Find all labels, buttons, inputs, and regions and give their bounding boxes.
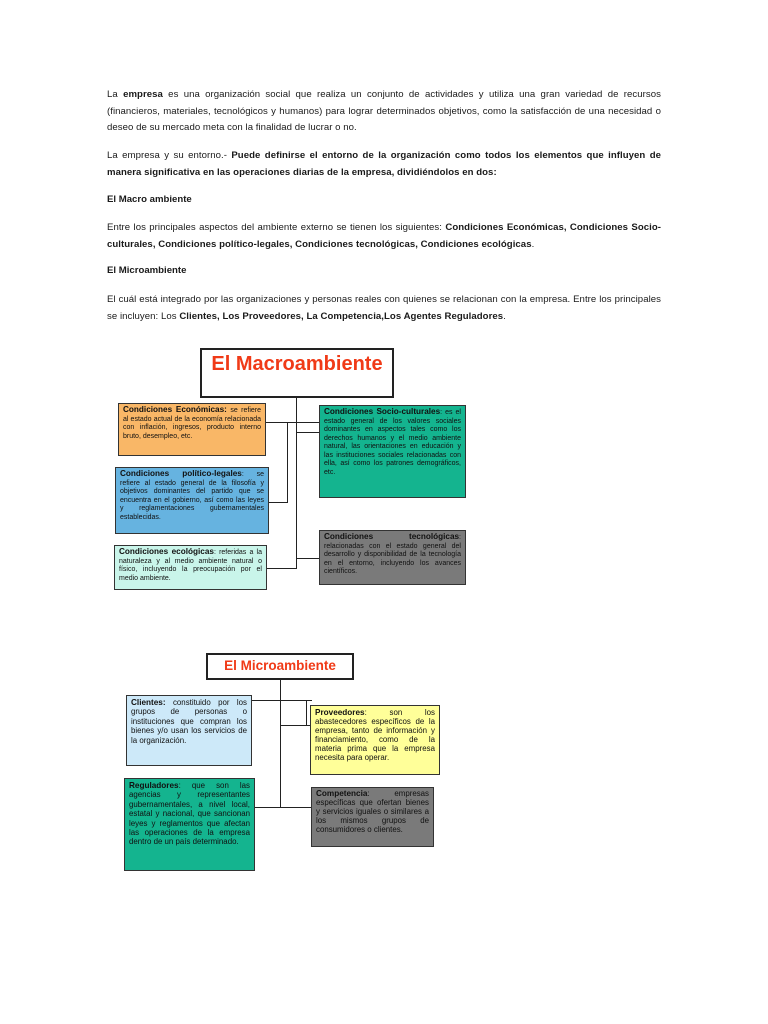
reguladores-desc: : que son las agencias y representantes gubernamentales, a nivel local, estatal y nacional, que sancionan leyes y reglamentos que afectan las operaciones de la empresa dentro de un país determinado. xyxy=(129,781,250,847)
p2-bold: Puede definirse el entorno de la organización como todos los elementos que influyen de manera significativa en las operaciones diarias de la empresa, dividiéndolos en dos: xyxy=(107,150,661,178)
p2-prefix: La empresa y su entorno.- xyxy=(107,150,232,161)
micro-connector-proveedores-vertical xyxy=(306,700,307,725)
macro-connector-politico-vertical xyxy=(287,422,288,502)
macro-connector-tecno xyxy=(296,558,320,559)
box-competencia xyxy=(311,787,434,847)
economicas-term: Condiciones Económicas: xyxy=(123,405,227,414)
clientes-term: Clientes: xyxy=(131,698,166,707)
box-condiciones-tecnologicas xyxy=(319,530,466,585)
ecologicas-desc: : referidas a la naturaleza y al medio ambiente natural o físico, incluyendo la preocupación por el medio ambiente. xyxy=(119,549,262,582)
politicolegales-desc: : se refiere al estado general de la filosofía y objetivos dominantes del partido que se encuentra en el gobierno, así como las leyes y reglamentaciones gubernamentales establecidas. xyxy=(120,471,264,521)
paragraph-macro-aspectos xyxy=(107,220,661,253)
paragraph-empresa xyxy=(107,87,661,137)
box-reguladores xyxy=(124,778,255,871)
macro-connector-economicas xyxy=(265,422,320,423)
microambiente-title: El Microambiente xyxy=(206,653,354,680)
box-condiciones-economicas xyxy=(118,403,266,456)
ecologicas-term: Condiciones ecológicas xyxy=(119,547,214,556)
politicolegales-term: Condiciones político-legales xyxy=(120,469,242,478)
p1-prefix: La xyxy=(107,89,124,100)
macro-connector-politico xyxy=(268,502,288,503)
micro-connector-reguladores xyxy=(255,807,281,808)
competencia-desc: : empresas específicas que ofertan bienes y servicios iguales o similares a los mismos grupos de consumidores o clientes. xyxy=(316,789,429,834)
box-proveedores xyxy=(310,705,440,775)
tecnologicas-term: Condiciones tecnológicas xyxy=(324,532,460,541)
p4-prefix: El cuál está integrado por las organizaciones y personas reales con quienes se relacionan con la empresa. Entre los principales se incluyen: Los xyxy=(107,294,661,322)
box-clientes xyxy=(126,695,252,766)
p3-prefix: Entre los principales aspectos del ambiente externo se tienen los siguientes: xyxy=(107,222,446,233)
p3-suffix: . xyxy=(531,238,535,250)
competencia-term: Competencia xyxy=(316,789,368,798)
box-condiciones-politico-legales xyxy=(115,467,269,534)
p4-bold: Clientes, Los Proveedores, La Competencia,Los Agentes Reguladores xyxy=(179,310,504,322)
tecnologicas-desc: : relacionadas con el estado general del desarrollo y disponibilidad de la tecnología en el entorno, incluyendo los avances científicos. xyxy=(324,534,461,575)
socioculturales-term: Condiciones Socio-culturales xyxy=(324,407,441,416)
paragraph-micro-integrado xyxy=(107,292,661,325)
socioculturales-desc: : es el estado general de los valores sociales dominantes en aspectos tales como los derechos humanos y el medio ambiente natural, las orientaciones en educación y las instituciones sociales relacionadas con ella, así como los patrones demográficos, etc. xyxy=(324,409,461,476)
micro-connector-vertical xyxy=(280,678,281,808)
macro-connector-socio xyxy=(296,432,320,433)
proveedores-term: Proveedores xyxy=(315,708,365,717)
micro-connector-competencia xyxy=(280,807,312,808)
box-condiciones-socioculturales xyxy=(319,405,466,498)
macroambiente-title: El Macroambiente xyxy=(200,348,394,398)
clientes-desc: constituido por los grupos de personas o instituciones que compran los bienes y/o usan los servicios de la organización. xyxy=(131,698,247,745)
micro-connector-proveedores xyxy=(280,725,310,726)
reguladores-term: Reguladores xyxy=(129,781,179,790)
heading-microambiente: El Microambiente xyxy=(107,265,187,276)
box-condiciones-ecologicas xyxy=(114,545,267,590)
paragraph-entorno xyxy=(107,148,661,181)
p3-bold: Condiciones Económicas, Condiciones Socio-culturales, Condiciones político-legales, Condiciones tecnológicas, Condiciones ecológicas xyxy=(107,222,662,250)
p1-bold-word: empresa xyxy=(123,89,163,100)
p4-suffix: . xyxy=(503,310,506,322)
micro-connector-clientes xyxy=(252,700,312,701)
macro-connector-ecologicas xyxy=(266,568,297,569)
p1-rest: es una organización social que realiza un conjunto de actividades y utiliza una gran variedad de recursos (financieros, materiales, tecnológicos y humanos) para lograr determinados objetivos, como la satisfacción de una necesidad o deseo de su mercado meta con la finalidad de lucrar o no. xyxy=(107,89,661,134)
economicas-desc: se refiere al estado actual de la economía relacionada con inflación, ingresos, producto interno bruto, desempleo, etc. xyxy=(123,407,261,440)
proveedores-desc: : son los abastecedores específicos de la empresa, tanto de información y financiamiento, como de la materia prima que la empresa necesita para operar. xyxy=(315,708,435,763)
heading-macro-ambiente: El Macro ambiente xyxy=(107,194,192,205)
